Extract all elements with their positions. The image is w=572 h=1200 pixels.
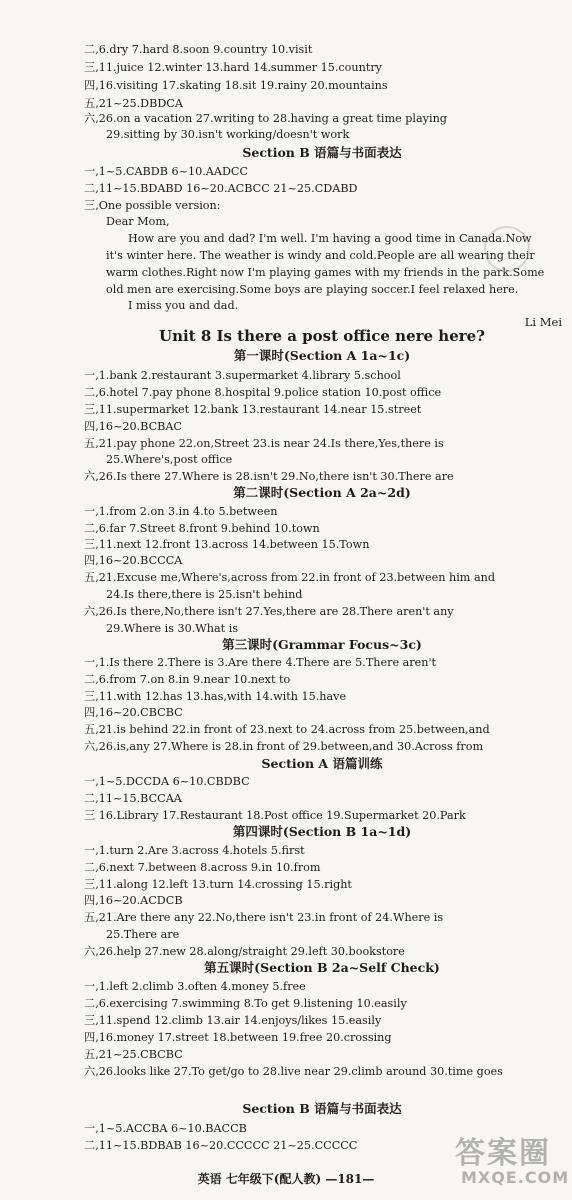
watermark-logo <box>455 1128 570 1194</box>
answer-line: 三,11.next 12.front 13.across 14.between 15.Town <box>84 538 370 551</box>
answer-line: 二,6.far 7.Street 8.front 9.behind 10.town <box>84 522 320 535</box>
watermark-url: MXQE.COM <box>461 1168 570 1187</box>
answer-line: 五,21.Are there any 22.No,there isn't 23.in front of 24.Where is <box>84 911 444 924</box>
section-heading: 第二课时(Section A 2a~2d) <box>233 485 411 500</box>
answer-line: 六,26.Is there,No,there isn't 27.Yes,there are 28.There aren't any <box>84 605 454 618</box>
answer-line: 一,1.bank 2.restaurant 3.supermarket 4.library 5.school <box>84 369 401 382</box>
answer-line: 三,11.juice 12.winter 13.hard 14.summer 15.country <box>84 61 382 74</box>
section-heading: Section B 语篇与书面表达 <box>242 1101 402 1116</box>
answer-line: 三,One possible version: <box>84 199 221 212</box>
answer-line: 四,16~20.CBCBC <box>84 706 183 719</box>
answer-line: 三,11.along 12.left 13.turn 14.crossing 15.right <box>84 878 352 891</box>
section-heading: 第三课时(Grammar Focus~3c) <box>222 637 422 652</box>
answer-line: 二,11~15.BDABD 16~20.ACBCC 21~25.CDABD <box>84 182 358 195</box>
answer-line: old men are exercising.Some boys are playing soccer.I feel relaxed here. <box>106 283 519 296</box>
answer-line: 四,16~20.BCCCA <box>84 554 183 567</box>
answer-line: 二,6.next 7.between 8.across 9.in 10.from <box>84 861 321 874</box>
answer-line: 五,21.is behind 22.in front of 23.next to 24.across from 25.between,and <box>84 723 490 736</box>
answer-line: 三,11.spend 12.climb 13.air 14.enjoys/likes 15.easily <box>84 1014 382 1027</box>
answer-line: How are you and dad? I'm well. I'm having a good time in Canada.Now <box>128 232 532 245</box>
answer-line: 24.Is there,there is 25.isn't behind <box>106 588 303 601</box>
answer-line: 四,16.money 17.street 18.between 19.free 20.crossing <box>84 1031 392 1044</box>
answer-line: 二,6.exercising 7.swimming 8.To get 9.listening 10.easily <box>84 997 407 1010</box>
answer-line: I miss you and dad. <box>128 299 239 312</box>
answer-line: 25.There are <box>106 928 180 941</box>
answer-line: 三 16.Library 17.Restaurant 18.Post office 19.Supermarket 20.Park <box>84 809 466 822</box>
answer-line: warm clothes.Right now I'm playing games with my friends in the park.Some <box>106 266 545 279</box>
answer-line: 四,16~20.ACDCB <box>84 894 183 907</box>
answer-line: 二,11~15.BDBAB 16~20.CCCCC 21~25.CCCCC <box>84 1139 358 1152</box>
answer-line: Dear Mom, <box>106 215 170 228</box>
answer-line: 六,26.looks like 27.To get/go to 28.live near 29.climb around 30.time goes <box>84 1065 503 1078</box>
answer-line: 一,1.turn 2.Are 3.across 4.hotels 5.first <box>84 844 305 857</box>
answer-line: 五,21~25.DBDCA <box>84 97 183 110</box>
answer-line: 二,11~15.BCCAA <box>84 792 182 805</box>
answer-line: 四,16.visiting 17.skating 18.sit 19.rainy 20.mountains <box>84 79 388 92</box>
answer-line: 六,26.help 27.new 28.along/straight 29.left 30.bookstore <box>84 945 405 958</box>
answer-line: 二,6.dry 7.hard 8.soon 9.country 10.visit <box>84 43 313 56</box>
answer-line: 29.sitting by 30.isn't working/doesn't work <box>106 128 350 141</box>
answer-line: 六,26.on a vacation 27.writing to 28.having a great time playing <box>84 112 447 125</box>
answer-line: it's winter here. The weather is windy and cold.People are all wearing their <box>106 249 535 262</box>
answer-line: 六,26.Is there 27.Where is 28.isn't 29.No,there isn't 30.There are <box>84 470 454 483</box>
watermark-text: 答案圈 <box>455 1136 551 1171</box>
answer-line: 三,11.supermarket 12.bank 13.restaurant 14.near 15.street <box>84 403 422 416</box>
answer-line: 三,11.with 12.has 13.has,with 14.with 15.have <box>84 690 347 703</box>
answer-line: 六,26.is,any 27.Where is 28.in front of 29.between,and 30.Across from <box>84 740 484 753</box>
answer-line: 29.Where is 30.What is <box>106 622 239 635</box>
letter-signature: Li Mei <box>524 315 562 329</box>
answer-line: 一,1~5.ACCBA 6~10.BACCB <box>84 1122 247 1135</box>
answer-line: 一,1.Is there 2.There is 3.Are there 4.There are 5.There aren't <box>84 656 437 669</box>
answer-line: 四,16~20.BCBAC <box>84 420 182 433</box>
section-heading: Section B 语篇与书面表达 <box>242 145 402 160</box>
stamp-mark <box>484 226 530 272</box>
page-footer: 英语 七年级下(配人教) —181— <box>197 1172 375 1186</box>
answer-line: 一,1.from 2.on 3.in 4.to 5.between <box>84 505 278 518</box>
answer-line: 五,21.pay phone 22.on,Street 23.is near 24.Is there,Yes,there is <box>84 437 444 450</box>
section-heading: Section A 语篇训练 <box>261 756 383 771</box>
answer-line: 一,1~5.DCCDA 6~10.CBDBC <box>84 775 250 788</box>
answer-line: 25.Where's,post office <box>106 453 233 466</box>
section-heading: 第一课时(Section A 1a~1c) <box>233 348 411 363</box>
answer-line: 五,21~25.CBCBC <box>84 1048 183 1061</box>
answer-line: 一,1~5.CABDB 6~10.AADCC <box>84 165 249 178</box>
answer-line: 一,1.left 2.climb 3.often 4.money 5.free <box>84 980 306 993</box>
section-heading: 第四课时(Section B 1a~1d) <box>232 824 412 839</box>
answer-line: 二,6.from 7.on 8.in 9.near 10.next to <box>84 673 291 686</box>
unit-title: Unit 8 Is there a post office nere here? <box>159 327 485 345</box>
section-heading: 第五课时(Section B 2a~Self Check) <box>204 960 440 975</box>
answer-line: 二,6.hotel 7.pay phone 8.hospital 9.police station 10.post office <box>84 386 442 399</box>
answer-line: 五,21.Excuse me,Where's,across from 22.in front of 23.between him and <box>84 571 495 584</box>
